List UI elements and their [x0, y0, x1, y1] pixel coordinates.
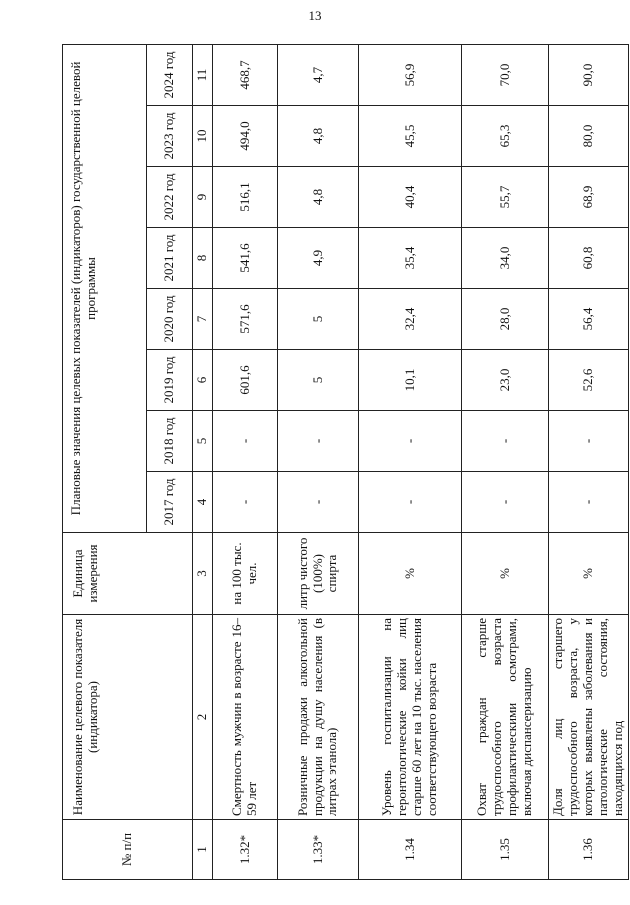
row-value: 541,6: [213, 228, 278, 289]
row-value: 494,0: [213, 106, 278, 167]
row-value: 516,1: [213, 167, 278, 228]
table-row: [462, 44, 549, 879]
row-value: 35,4: [359, 228, 462, 289]
header-year: 2022 год: [147, 167, 193, 228]
row-value: 45,5: [359, 106, 462, 167]
row-value: 70,0: [462, 44, 549, 105]
row-value: 4,8: [278, 167, 359, 228]
row-value: -: [359, 411, 462, 472]
row-value: -: [549, 411, 629, 472]
column-number: 7: [193, 289, 213, 350]
column-number: 9: [193, 167, 213, 228]
header-row: [63, 44, 147, 879]
row-value: -: [278, 472, 359, 533]
row-value: 55,7: [462, 167, 549, 228]
row-name: Смертность мужчин в возрасте 16–59 лет: [213, 615, 278, 820]
row-value: 52,6: [549, 350, 629, 411]
column-number: 2: [193, 615, 213, 820]
row-name: Уровень госпитализации на геронтологические койки лиц старше 60 лет на 10 тыс. населения соответствующего возраста: [359, 615, 462, 820]
header-year: 2018 год: [147, 411, 193, 472]
row-value: -: [462, 472, 549, 533]
rotated-table-container: [62, 45, 625, 880]
row-value: 23,0: [462, 350, 549, 411]
row-name: Охват граждан старше трудоспособного возраста профилактическими осмотрами, включая диспансеризацию: [462, 615, 549, 820]
row-name: Розничные продажи алкогольной продукции на душу населения (в литрах этанола): [278, 615, 359, 820]
row-value: 5: [278, 289, 359, 350]
row-value: 28,0: [462, 289, 549, 350]
row-value: 60,8: [549, 228, 629, 289]
row-value: 10,1: [359, 350, 462, 411]
header-year: 2019 год: [147, 350, 193, 411]
row-value: -: [462, 411, 549, 472]
table-row: [359, 44, 462, 879]
row-value: 4,8: [278, 106, 359, 167]
row-value: -: [549, 472, 629, 533]
header-year: 2024 год: [147, 44, 193, 105]
column-number: 11: [193, 44, 213, 105]
row-unit: %: [462, 533, 549, 615]
row-value: 56,9: [359, 44, 462, 105]
row-num: 1.32*: [213, 820, 278, 880]
column-numbers-row: [193, 44, 213, 879]
row-value: 40,4: [359, 167, 462, 228]
header-year: 2021 год: [147, 228, 193, 289]
row-value: 571,6: [213, 289, 278, 350]
row-value: -: [359, 472, 462, 533]
table-row: [549, 44, 629, 879]
row-num: 1.34: [359, 820, 462, 880]
column-number: 10: [193, 106, 213, 167]
indicators-table: [62, 44, 629, 880]
header-year: 2020 год: [147, 289, 193, 350]
header-name: Наименование целевого показателя (индикатора): [63, 615, 193, 820]
column-number: 5: [193, 411, 213, 472]
column-number: 3: [193, 533, 213, 615]
row-value: 4,9: [278, 228, 359, 289]
column-number: 8: [193, 228, 213, 289]
row-value: 32,4: [359, 289, 462, 350]
row-num: 1.35: [462, 820, 549, 880]
header-num: № п/п: [63, 820, 193, 880]
row-value: -: [213, 411, 278, 472]
row-unit: %: [359, 533, 462, 615]
header-unit: Единица измерения: [63, 533, 193, 615]
row-value: 5: [278, 350, 359, 411]
column-number: 1: [193, 820, 213, 880]
row-unit: %: [549, 533, 629, 615]
row-value: 34,0: [462, 228, 549, 289]
row-value: 90,0: [549, 44, 629, 105]
row-num: 1.33*: [278, 820, 359, 880]
header-year: 2023 год: [147, 106, 193, 167]
table-row: [278, 44, 359, 879]
row-value: 80,0: [549, 106, 629, 167]
header-year: 2017 год: [147, 472, 193, 533]
row-name: Доля лиц старшего трудоспособного возраста, у которых выявлены заболевания и патологические состояния, находящихся под: [549, 615, 629, 820]
column-number: 6: [193, 350, 213, 411]
row-value: 4,7: [278, 44, 359, 105]
table-row: [213, 44, 278, 879]
header-planned: Плановые значения целевых показателей (индикаторов) государственной целевой программы: [63, 44, 147, 532]
row-unit: на 100 тыс. чел.: [213, 533, 278, 615]
row-value: 65,3: [462, 106, 549, 167]
page-number: 13: [308, 8, 322, 23]
row-value: -: [213, 472, 278, 533]
column-number: 4: [193, 472, 213, 533]
row-value: 56,4: [549, 289, 629, 350]
row-value: 601,6: [213, 350, 278, 411]
row-num: 1.36: [549, 820, 629, 880]
row-value: 68,9: [549, 167, 629, 228]
row-value: -: [278, 411, 359, 472]
row-unit: литр чистого (100%) спирта: [278, 533, 359, 615]
row-value: 468,7: [213, 44, 278, 105]
